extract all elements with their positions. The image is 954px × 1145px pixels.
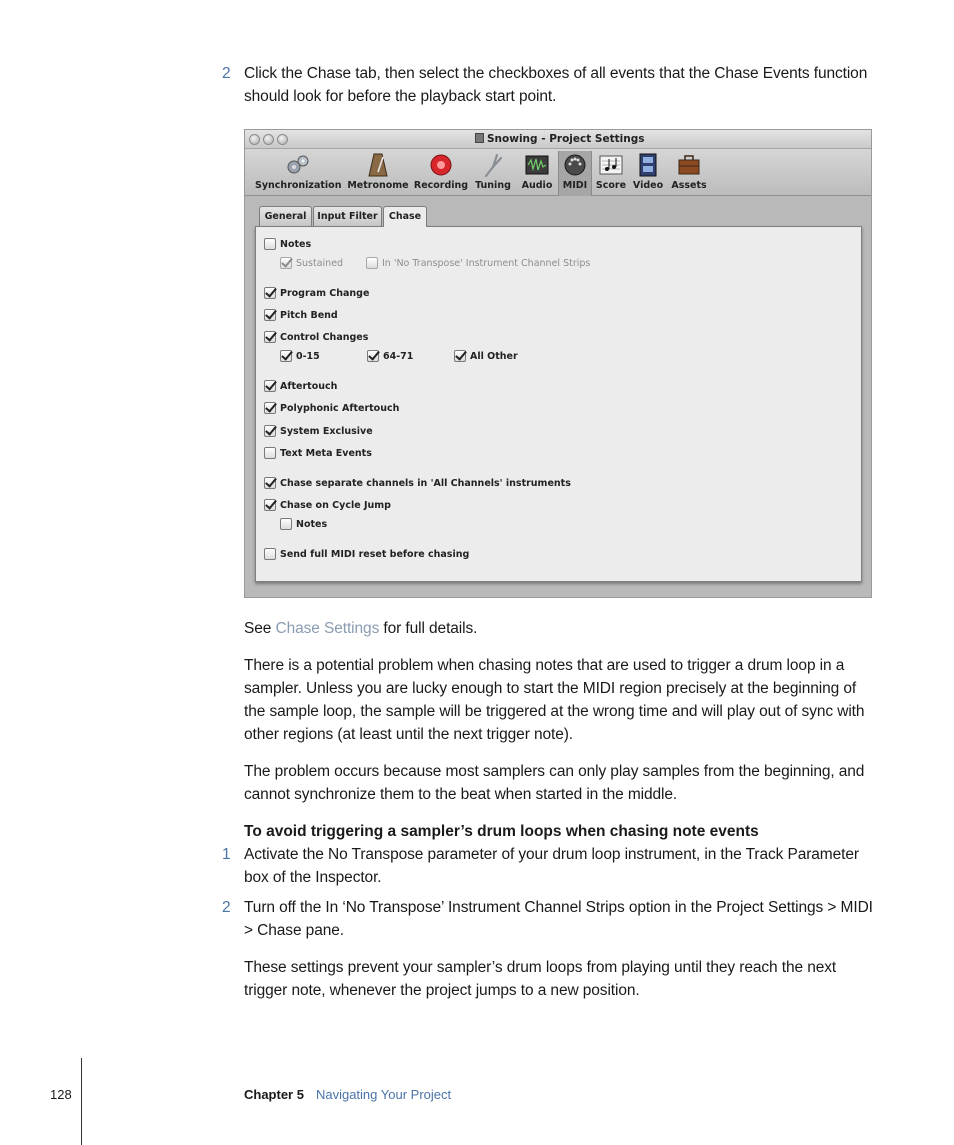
checkbox-box[interactable] (264, 402, 276, 414)
checkbox-program-change[interactable]: Program Change (264, 286, 369, 300)
checkbox-system-exclusive[interactable]: System Exclusive (264, 424, 373, 438)
toolbar-video[interactable]: Video (631, 151, 665, 196)
checkbox-box[interactable] (264, 238, 276, 250)
tuning-fork-icon (471, 151, 515, 179)
record-icon (413, 151, 469, 179)
step-text: Activate the No Transpose parameter of your drum loop instrument, in the Track Parameter box of the Inspector. (244, 846, 859, 886)
toolbar-synchronization[interactable]: Synchronization (255, 151, 341, 196)
minimize-window-button[interactable] (263, 134, 274, 145)
checkbox-cc-0-15[interactable]: 0-15 (280, 349, 320, 363)
toolbar-midi[interactable]: MIDI (558, 151, 592, 196)
document-icon (475, 133, 484, 143)
step-number: 2 (222, 65, 231, 82)
step-number: 2 (222, 899, 231, 916)
chase-settings-link[interactable]: Chase Settings (275, 620, 380, 637)
checkbox-box[interactable] (264, 331, 276, 343)
checkbox-box[interactable] (264, 499, 276, 511)
window-title: Snowing - Project Settings (475, 133, 644, 145)
close-window-button[interactable] (249, 134, 260, 145)
checkbox-box[interactable] (264, 447, 276, 459)
project-settings-window (244, 129, 872, 598)
toolbar-recording[interactable]: Recording (413, 151, 469, 196)
checkbox-box[interactable] (264, 287, 276, 299)
chapter-title: Navigating Your Project (315, 1087, 452, 1102)
briefcase-icon (667, 151, 711, 179)
see-line: See Chase Settings for full details. (244, 620, 478, 637)
task-heading: To avoid triggering a sampler’s drum loops when chasing note events (244, 823, 759, 840)
tab-chase[interactable]: Chase (383, 206, 427, 227)
checkbox-aftertouch[interactable]: Aftertouch (264, 379, 337, 393)
checkbox-box[interactable] (264, 548, 276, 560)
tab-input-filter[interactable]: Input Filter (313, 206, 382, 226)
step-number: 1 (222, 846, 231, 863)
toolbar-audio[interactable]: Audio (517, 151, 557, 196)
gears-icon (255, 151, 341, 179)
checkbox-pitch-bend[interactable]: Pitch Bend (264, 308, 338, 322)
tab-general[interactable]: General (259, 206, 312, 226)
checkbox-box[interactable] (264, 425, 276, 437)
paragraph: The problem occurs because most samplers can only play samples from the beginning, and cannot synchronize them to the beat when started in the middle. (244, 763, 865, 803)
checkbox-notes[interactable]: Notes (264, 237, 311, 251)
paragraph: These settings prevent your sampler’s drum loops from playing until they reach the next trigger note, whenever the project jumps to a new position. (244, 959, 837, 999)
checkbox-midi-reset[interactable]: Send full MIDI reset before chasing (264, 547, 469, 561)
checkbox-box[interactable] (366, 257, 378, 269)
checkbox-control-changes[interactable]: Control Changes (264, 330, 368, 344)
audio-waveform-icon (517, 151, 557, 179)
footer-divider (81, 1058, 82, 1145)
toolbar-tuning[interactable]: Tuning (471, 151, 515, 196)
checkbox-chase-separate-channels[interactable]: Chase separate channels in 'All Channels' instruments (264, 476, 571, 490)
checkbox-cc-64-71[interactable]: 64-71 (367, 349, 413, 363)
toolbar-score[interactable]: Score (593, 151, 629, 196)
metronome-icon (345, 151, 411, 179)
window-titlebar (245, 130, 871, 149)
checkbox-box[interactable] (264, 309, 276, 321)
step-text: Click the Chase tab, then select the checkboxes of all events that the Chase Events function should look for before the playback start point. (244, 65, 868, 105)
checkbox-cc-all-other[interactable]: All Other (454, 349, 518, 363)
paragraph: There is a potential problem when chasing notes that are used to trigger a drum loop in a sampler. Unless you are lucky enough to start the MIDI region precisely at the beginning of the sample loop, the sample will be triggered at the wrong time and will play out of sync with other regions (at least until the next trigger note). (244, 657, 865, 743)
checkbox-text-meta-events[interactable]: Text Meta Events (264, 446, 372, 460)
checkbox-box[interactable] (264, 477, 276, 489)
settings-toolbar (245, 149, 871, 196)
checkbox-polyphonic-aftertouch[interactable]: Polyphonic Aftertouch (264, 401, 399, 415)
chase-panel (255, 226, 862, 582)
checkbox-sustained[interactable]: Sustained (280, 256, 343, 270)
checkbox-chase-cycle-jump[interactable]: Chase on Cycle Jump (264, 498, 391, 512)
checkbox-no-transpose[interactable]: In 'No Transpose' Instrument Channel Strips (366, 256, 590, 270)
score-notes-icon (593, 151, 629, 179)
checkbox-box[interactable] (454, 350, 466, 362)
checkbox-box[interactable] (264, 380, 276, 392)
checkbox-cycle-notes[interactable]: Notes (280, 517, 327, 531)
toolbar-metronome[interactable]: Metronome (345, 151, 411, 196)
checkbox-box[interactable] (367, 350, 379, 362)
midi-port-icon (559, 151, 591, 179)
film-icon (631, 151, 665, 179)
chapter-label: Chapter 5 (244, 1087, 304, 1102)
toolbar-assets[interactable]: Assets (667, 151, 711, 196)
step-text: Turn off the In ‘No Transpose’ Instrument Channel Strips option in the Project Settings > MIDI > Chase pane. (244, 899, 873, 939)
checkbox-box[interactable] (280, 518, 292, 530)
chapter-footer (244, 1087, 451, 1102)
checkbox-box[interactable] (280, 350, 292, 362)
zoom-window-button[interactable] (277, 134, 288, 145)
page-number: 128 (50, 1087, 72, 1102)
checkbox-box[interactable] (280, 257, 292, 269)
